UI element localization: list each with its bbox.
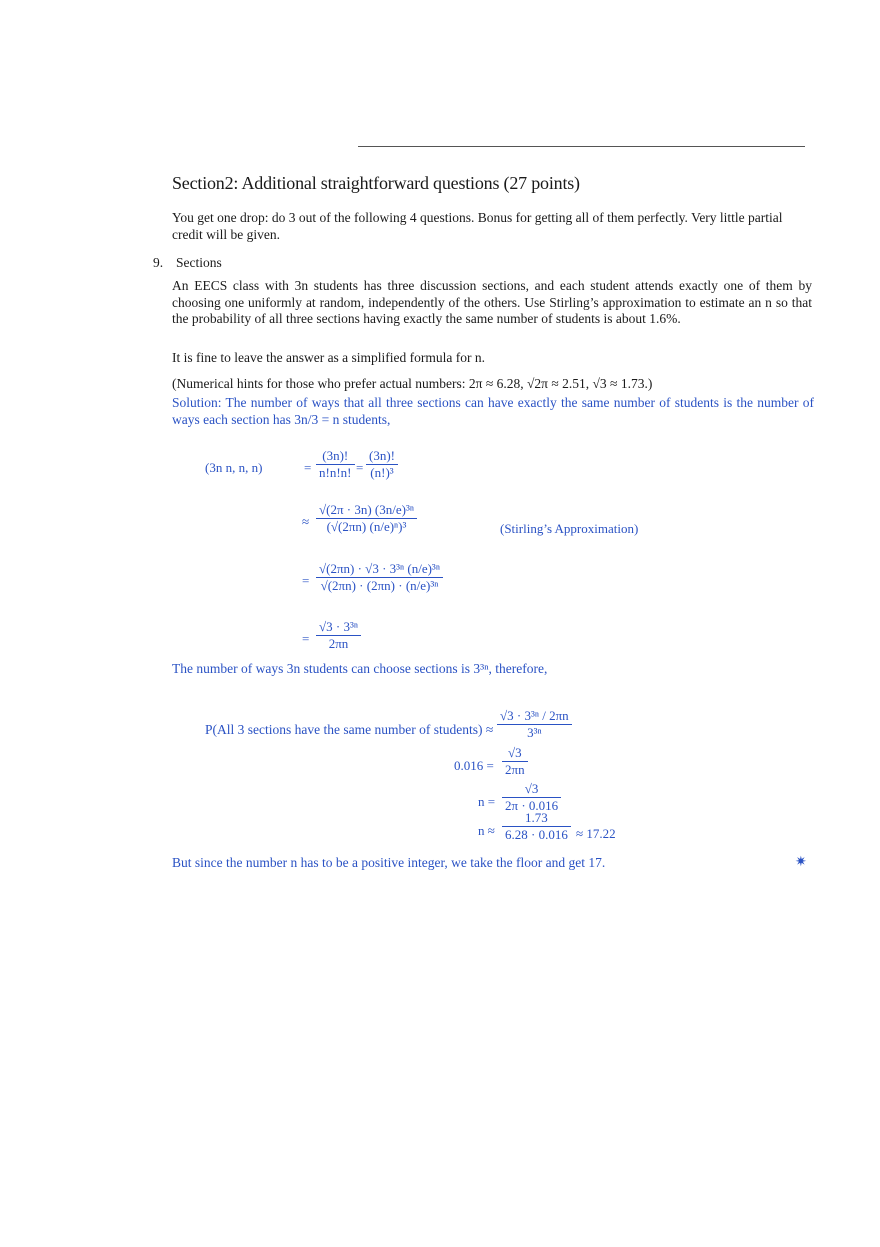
eq2-num: √3 xyxy=(502,781,561,798)
line4-fraction xyxy=(316,619,361,652)
line3-fraction xyxy=(316,561,443,594)
problem-title: Sections xyxy=(176,255,222,270)
eq3-lhs: n ≈ xyxy=(478,823,495,838)
line1-den-a: n!n!n! xyxy=(319,465,352,480)
line1-num-b: (3n)! xyxy=(366,448,398,465)
line2-num: √(2π · 3n) (3n/e)³ⁿ xyxy=(316,502,417,519)
line1-equals: = xyxy=(304,460,312,475)
line1-fraction-b xyxy=(366,448,398,481)
solution-intro: Solution: The number of ways that all three sections can have exactly the same number of students is the number of ways each section has 3n/3 = n students, xyxy=(172,395,814,427)
section-intro: You get one drop: do 3 out of the following 4 questions. Bonus for getting all of them perfectly. Very little partial credit will be given. xyxy=(172,210,783,242)
eq3-num: 1.73 xyxy=(502,810,571,827)
line3-equals: = xyxy=(302,573,310,588)
eq3-den: 6.28 · 0.016 xyxy=(505,827,568,842)
eq1-den: 2πn xyxy=(505,762,525,777)
line2-fraction xyxy=(316,502,417,535)
multinomial-lhs: (3n n, n, n) xyxy=(205,460,263,475)
eq1-num: √3 xyxy=(502,745,528,762)
problem-number: 9. xyxy=(153,255,164,270)
section-heading: Section2: Additional straightforward questions (27 points) xyxy=(172,173,580,193)
eq3-rhs: ≈ 17.22 xyxy=(576,826,616,841)
choose-sections-text: The number of ways 3n students can choose sections is 3³ⁿ, therefore, xyxy=(172,661,548,676)
eq1-lhs: 0.016 = xyxy=(454,758,494,773)
header-rule xyxy=(358,146,805,147)
problem-hints: (Numerical hints for those who prefer actual numbers: 2π ≈ 6.28, √2π ≈ 2.51, √3 ≈ 1.73.) xyxy=(172,376,653,391)
eq1-fraction xyxy=(502,745,528,778)
line3-den: √(2πn) · (2πn) · (n/e)³ⁿ xyxy=(320,578,439,593)
solution-conclusion: But since the number n has to be a positive integer, we take the floor and get 17. xyxy=(172,855,606,870)
line2-approx: ≈ xyxy=(302,514,310,529)
line1-fraction-a xyxy=(316,448,355,481)
probability-num: √3 · 3³ⁿ / 2πn xyxy=(497,708,572,725)
line2-den: (√(2πn) (n/e)ⁿ)³ xyxy=(326,519,407,534)
problem-statement: An EECS class with 3n students has three discussion sections, and each student attends exactly one of them by choosing one uniformly at random, independently of the others. Use Stirling’s approximation to estimate an n so that the probability of all three sections having exactly the same number of students is about 1.6%. xyxy=(172,278,812,326)
stirling-note: (Stirling’s Approximation) xyxy=(500,521,639,536)
probability-den: 3³ⁿ xyxy=(527,725,542,740)
line1-num-a: (3n)! xyxy=(316,448,355,465)
eq2-lhs: n = xyxy=(478,794,496,809)
line4-equals: = xyxy=(302,631,310,646)
problem-note: It is fine to leave the answer as a simplified formula for n. xyxy=(172,350,486,365)
line4-den: 2πn xyxy=(328,636,349,651)
eq2-den: 2π · 0.016 xyxy=(505,798,559,813)
probability-fraction xyxy=(497,708,572,741)
line3-num: √(2πn) · √3 · 3³ⁿ (n/e)³ⁿ xyxy=(316,561,443,578)
probability-lhs: P(All 3 sections have the same number of students) ≈ xyxy=(205,722,494,737)
line1-den-b: (n!)³ xyxy=(370,465,394,480)
end-of-proof-icon: ✷ xyxy=(795,855,807,870)
line4-num: √3 · 3³ⁿ xyxy=(316,619,361,636)
eq3-fraction xyxy=(502,810,571,843)
line1-equals-2: = xyxy=(356,460,364,475)
